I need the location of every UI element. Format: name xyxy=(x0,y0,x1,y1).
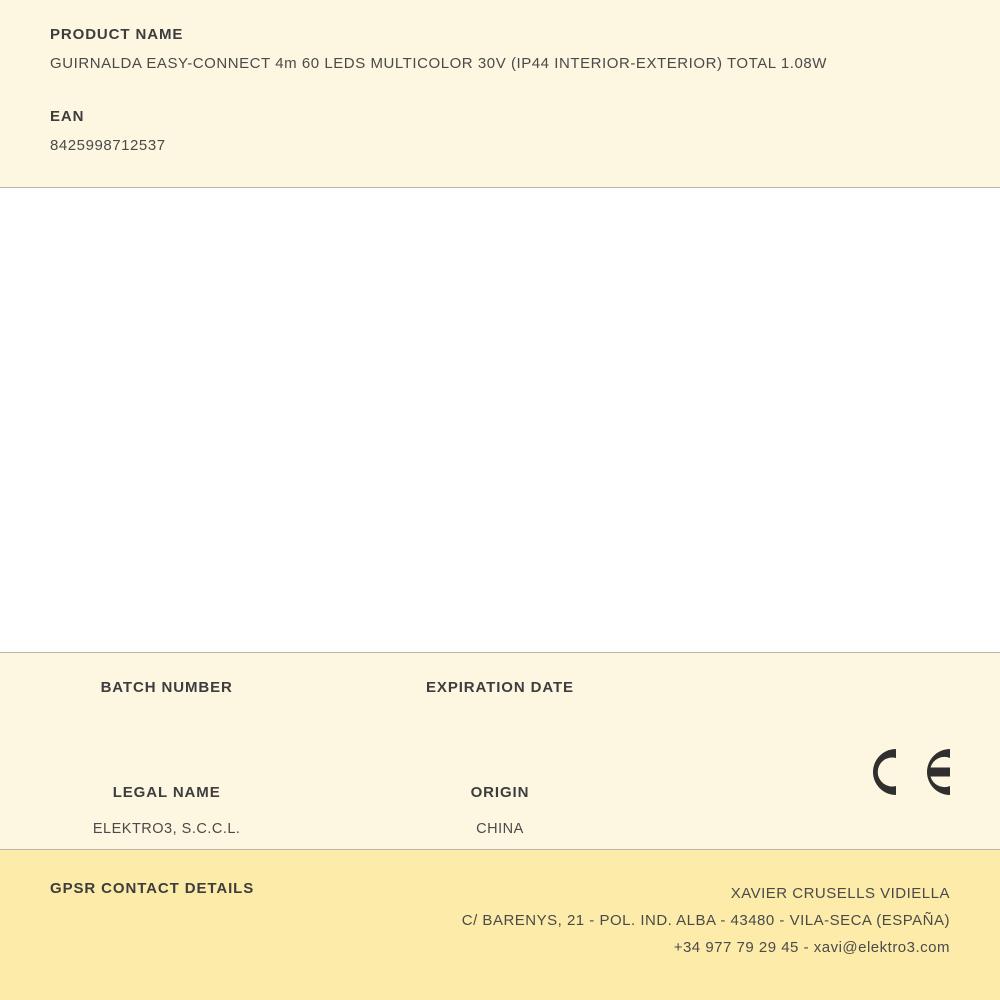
ean-label: EAN xyxy=(50,108,85,125)
legal-name-cell xyxy=(0,784,333,841)
gpsr-contact-name: XAVIER CRUSELLS VIDIELLA xyxy=(730,885,950,902)
origin-value: CHINA xyxy=(476,821,524,837)
ean-value: 8425998712537 xyxy=(50,137,166,154)
ce-marking-icon xyxy=(858,741,950,803)
details-row-two xyxy=(0,784,1000,841)
product-image-area xyxy=(0,188,1000,653)
product-name-label: PRODUCT NAME xyxy=(50,26,184,43)
gpsr-footer xyxy=(0,850,1000,1000)
legal-name-value: ELEKTRO3, S.C.C.L. xyxy=(92,821,241,837)
batch-number-cell xyxy=(0,679,333,736)
product-info-block xyxy=(0,0,1000,188)
expiration-date-value xyxy=(333,716,666,736)
product-details-block xyxy=(0,653,1000,850)
gpsr-contact-label: GPSR CONTACT DETAILS xyxy=(50,880,255,897)
gpsr-contact-address: C/ BARENYS, 21 - POL. IND. ALBA - 43480 - VILA-SECA (ESPAÑA) xyxy=(461,912,950,929)
spacer xyxy=(50,72,950,108)
product-name-value: GUIRNALDA EASY-CONNECT 4m 60 LEDS MULTICOLOR 30V (IP44 INTERIOR-EXTERIOR) TOTAL 1.08W xyxy=(50,55,827,72)
expiration-date-cell xyxy=(333,679,666,736)
origin-cell xyxy=(333,784,666,841)
gpsr-contact-details xyxy=(462,880,950,961)
legal-name-label: LEGAL NAME xyxy=(112,784,221,801)
gpsr-contact-phone-email: +34 977 79 29 45 - xavi@elektro3.com xyxy=(673,939,950,956)
spacer xyxy=(0,736,1000,784)
details-empty-cell xyxy=(667,679,1000,736)
batch-number-label: BATCH NUMBER xyxy=(100,679,233,696)
origin-label: ORIGIN xyxy=(470,784,530,801)
batch-number-value xyxy=(0,716,333,736)
details-row-one xyxy=(0,679,1000,736)
expiration-date-label: EXPIRATION DATE xyxy=(426,679,574,696)
